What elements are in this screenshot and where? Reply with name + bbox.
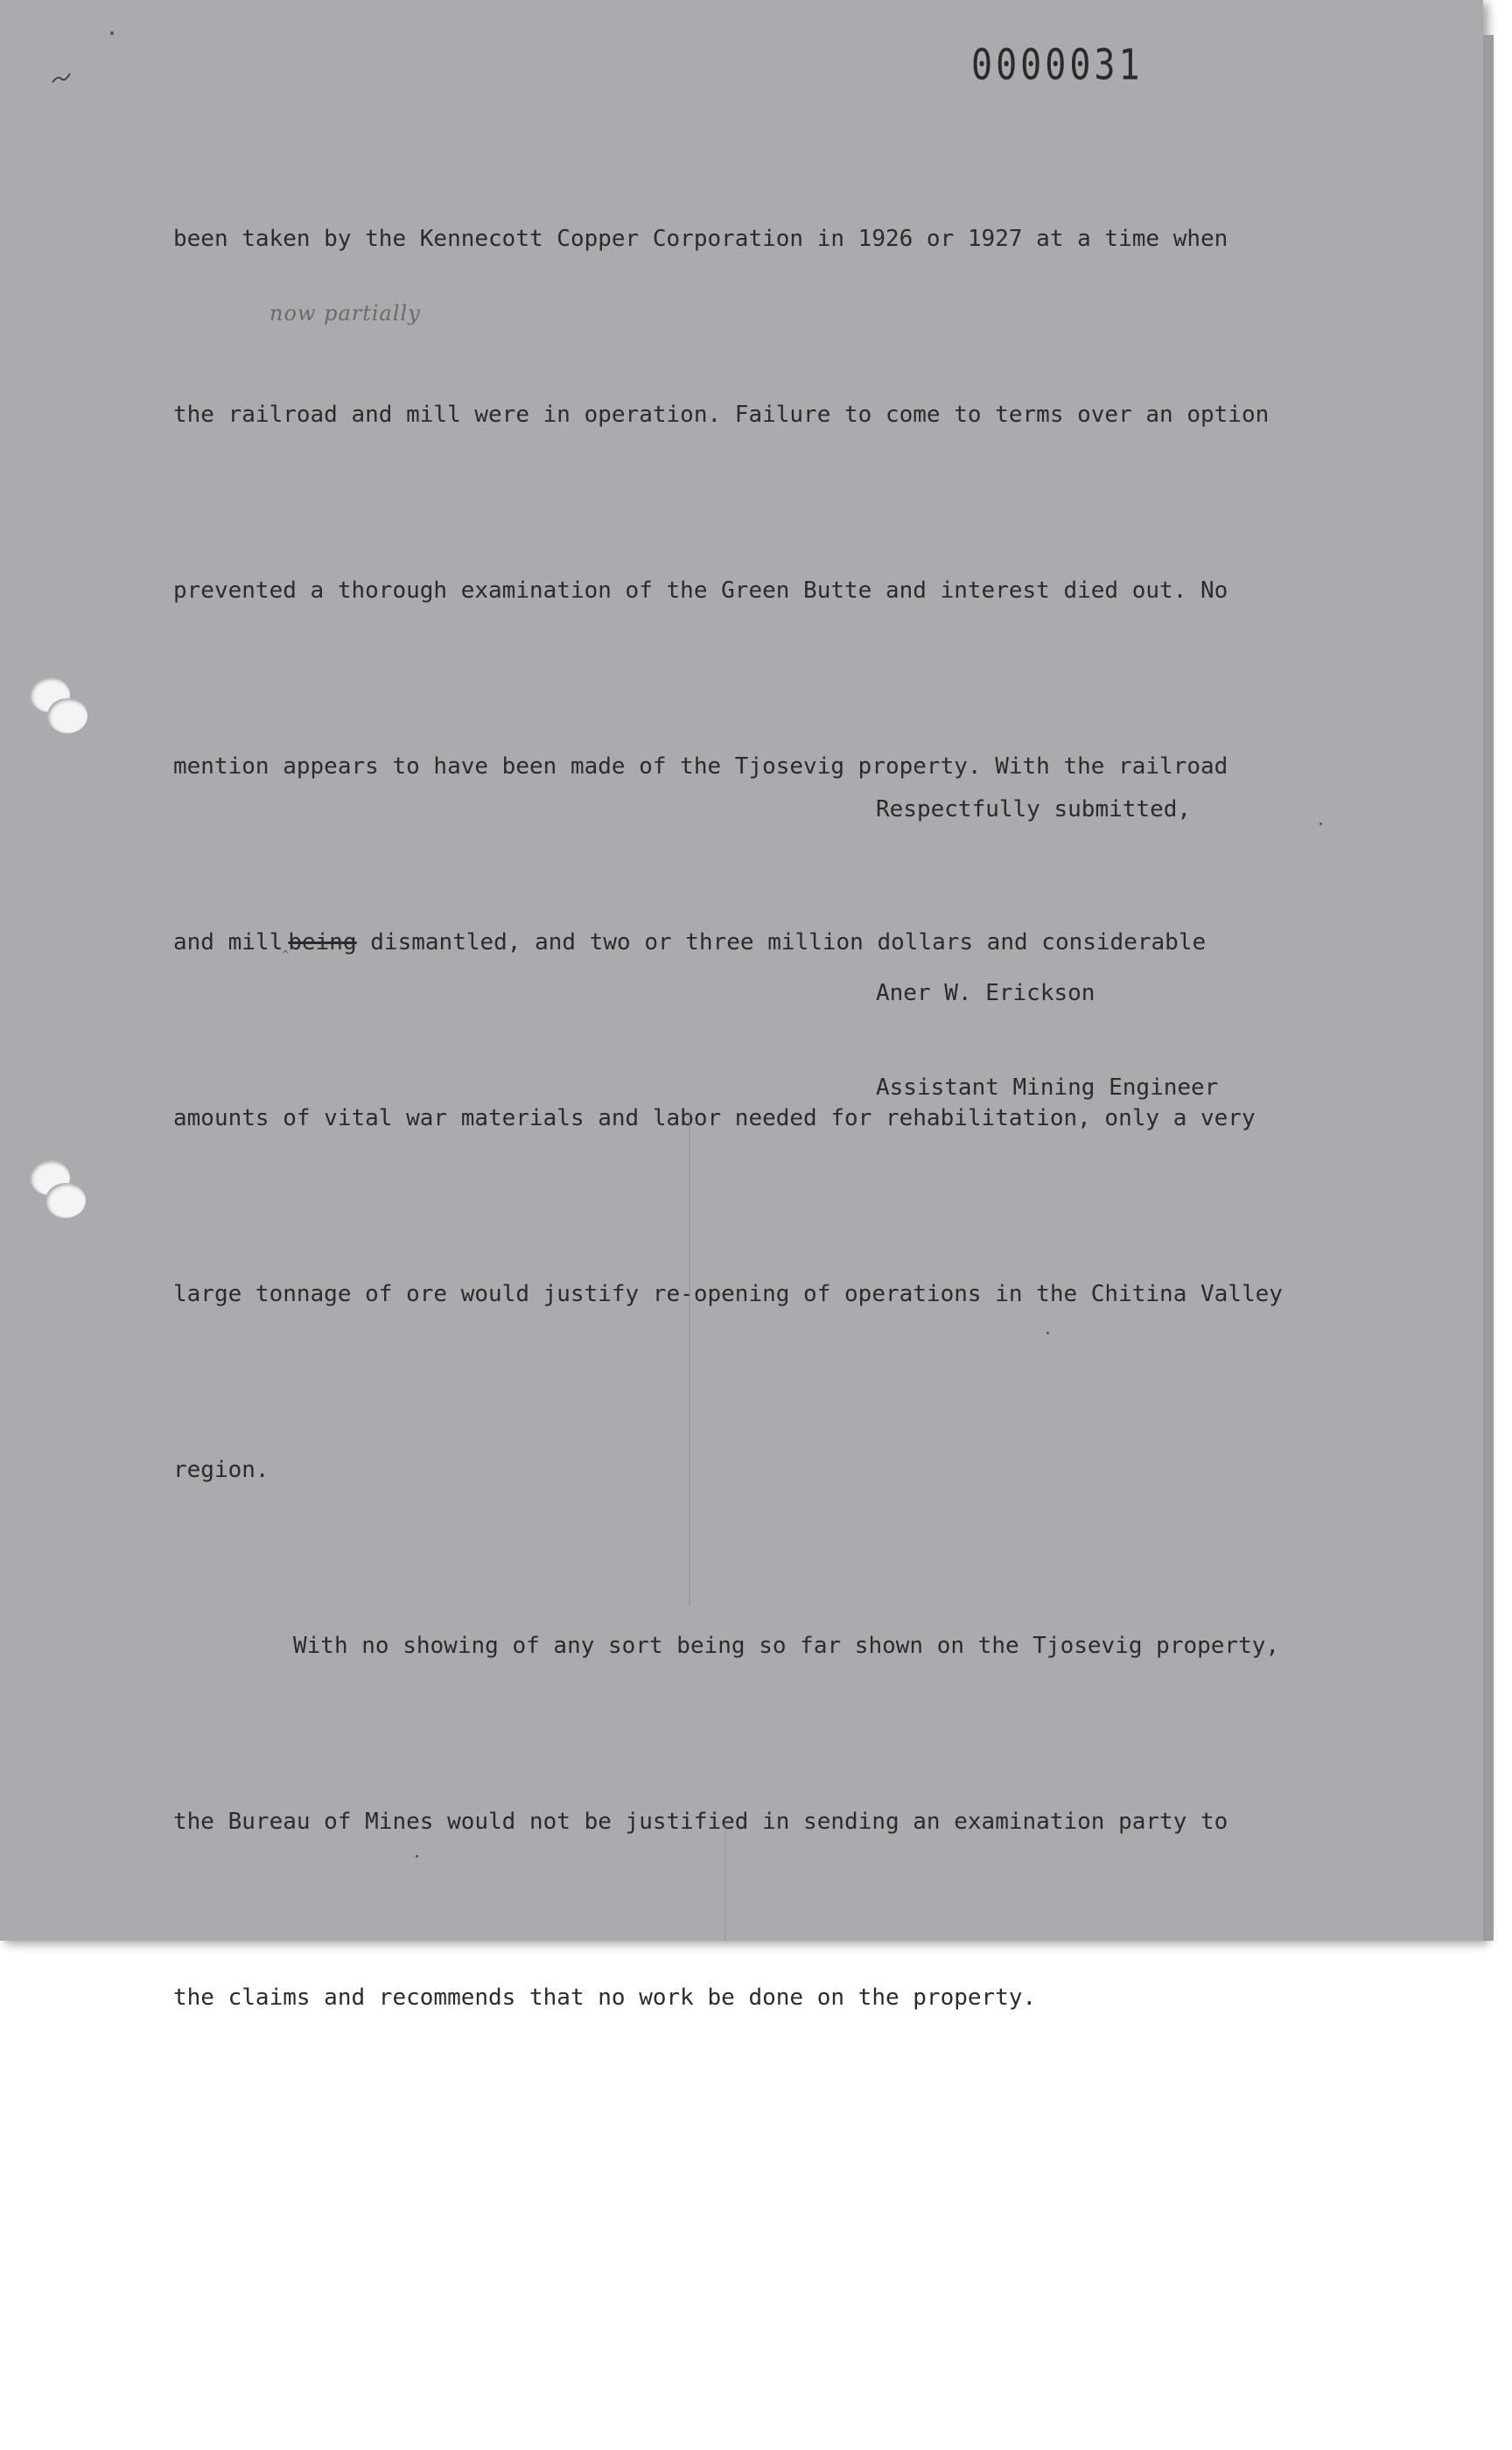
closing-line: Respectfully submitted, [876,796,1192,822]
signature-block [876,914,1218,1166]
body-line: the railroad and mill were in operation. Failure to come to terms over an option [173,402,1270,428]
punch-hole-icon [26,674,96,744]
page-edge-shadow [1483,35,1494,1941]
body-line: the Bureau of Mines would not be justified in sending an examination party to [173,1809,1228,1835]
dust-speck [416,1855,418,1858]
paper-crease [724,1820,726,1941]
body-line: large tonnage of ore would justify re-opening of operations in the Chitina Valley [173,1281,1283,1307]
dust-speck [1320,822,1322,825]
insertion-caret-icon: ‸ [283,935,289,954]
dust-speck [110,32,114,35]
body-line: amounts of vital war materials and labor needed for rehabilitation, only a very [173,1105,1256,1131]
body-line: mention appears to have been made of the Tjosevig property. With the railroad [173,753,1228,780]
body-line-end: dismantled, and two or three million dollars and considerable [356,929,1207,956]
page-number-stamp: 0000031 [971,41,1144,90]
punch-hole-icon [26,1157,96,1227]
body-line: the claims and recommends that no work be done on the property. [173,1984,1037,2011]
dust-speck [1046,1332,1049,1334]
signer-name: Aner W. Erickson [876,980,1096,1006]
body-line-start: and mill [173,929,284,956]
body-line: prevented a thorough examination of the Green Butte and interest died out. No [173,578,1228,604]
struck-word: being [288,929,357,956]
body-line: region. [173,1457,270,1483]
body-line: With no showing of any sort being so far shown on the Tjosevig property, [293,1633,1280,1659]
pencil-mark-icon [51,72,72,84]
body-line: been taken by the Kennecott Copper Corporation in 1926 or 1927 at a time when [173,226,1228,252]
handwritten-insertion: now partially [270,301,421,326]
paper-crease [689,1111,690,1606]
signer-title: Assistant Mining Engineer [876,1074,1219,1101]
